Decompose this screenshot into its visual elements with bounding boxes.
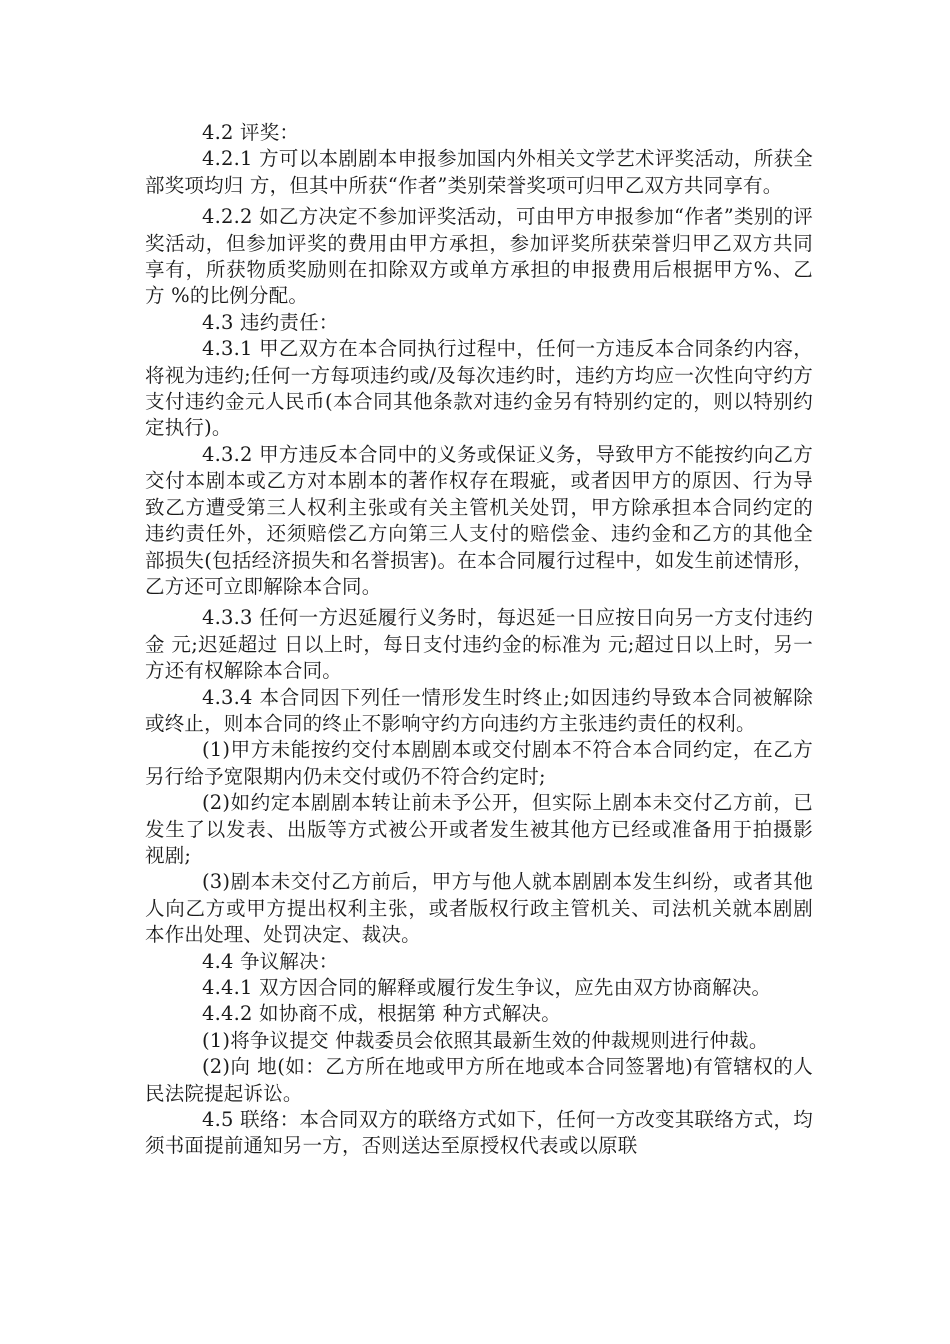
section-heading-breach: 4.3 违约责任： — [202, 310, 339, 334]
document-page — [145, 120, 813, 1160]
section-heading-dispute: 4.4 争议解决： — [202, 949, 339, 973]
clause-4-2-1: 4.2.1 方可以本剧剧本申报参加国内外相关文学艺术评奖活动，所获全部奖项均归 方，但其中所获“作者”类别荣誉奖项可归甲乙双方共同享有。 — [145, 147, 813, 197]
clause-4-5: 4.5 联络：本合同双方的联络方式如下，任何一方改变其联络方式，均须书面提前通知另一方，否则送达至原授权代表或以原联 — [145, 1108, 813, 1158]
list-item-1: (1)甲方未能按约交付本剧剧本或交付剧本不符合本合同约定，在乙方另行给予宽限期内仍未交付或仍不符合约定时; — [145, 738, 813, 788]
clause-4-3-1: 4.3.1 甲乙双方在本合同执行过程中，任何一方违反本合同条约内容，将视为违约;任何一方每项违约或/及每次违约时，违约方均应一次性向守约方支付违约金元人民币(本合同其他条款对违约金另有特别约定的，则以特别约定执行)。 — [145, 337, 813, 440]
dispute-option-2: (2)向 地(如：乙方所在地或甲方所在地或本合同签署地)有管辖权的人民法院提起诉讼。 — [145, 1055, 813, 1105]
dispute-option-1: (1)将争议提交 仲裁委员会依照其最新生效的仲裁规则进行仲裁。 — [202, 1028, 769, 1052]
clause-4-3-4: 4.3.4 本合同因下列任一情形发生时终止;如因违约导致本合同被解除或终止，则本合同的终止不影响守约方向违约方主张违约责任的权利。 — [145, 685, 813, 735]
list-item-2: (2)如约定本剧剧本转让前未予公开，但实际上剧本未交付乙方前，已发生了以发表、出版等方式被公开或者发生被其他方已经或准备用于拍摄影视剧; — [145, 791, 813, 867]
section-heading-awards: 4.2 评奖： — [202, 121, 300, 144]
clause-4-3-2: 4.3.2 甲方违反本合同中的义务或保证义务，导致甲方不能按约向乙方交付本剧本或乙方对本剧本的著作权存在瑕疵，或者因甲方的原因、行为导致乙方遭受第三人权利主张或有关主管机关处罚，甲方除承担本合同约定的违约责任外，还须赔偿乙方向第三人支付的赔偿金、违约金和乙方的其他全部损失(包括经济损失和名誉损害)。在本合同履行过程中，如发生前述情形，乙方还可立即解除本合同。 — [145, 442, 813, 598]
clause-4-4-1: 4.4.1 双方因合同的解释或履行发生争议，应先由双方协商解决。 — [202, 976, 772, 999]
clause-4-4-2: 4.4.2 如协商不成，根据第 种方式解决。 — [202, 1002, 561, 1026]
list-item-3: (3)剧本未交付乙方前后，甲方与他人就本剧剧本发生纠纷，或者其他人向乙方或甲方提出权利主张，或者版权行政主管机关、司法机关就本剧剧本作出处理、处罚决定、裁决。 — [145, 870, 813, 947]
clause-4-2-2: 4.2.2 如乙方决定不参加评奖活动，可由甲方申报参加“作者”类别的评奖活动，但参加评奖的费用由甲方承担，参加评奖所获荣誉归甲乙双方共同享有，所获物质奖励则在扣除双方或单方承担的申报费用后根据甲方%、乙方 %的比例分配。 — [145, 205, 813, 308]
clause-4-3-3: 4.3.3 任何一方迟延履行义务时，每迟延一日应按日向另一方支付违约金 元;迟延超过 日以上时，每日支付违约金的标准为 元;超过日以上时，另一方还有权解除本合同。 — [145, 606, 813, 683]
